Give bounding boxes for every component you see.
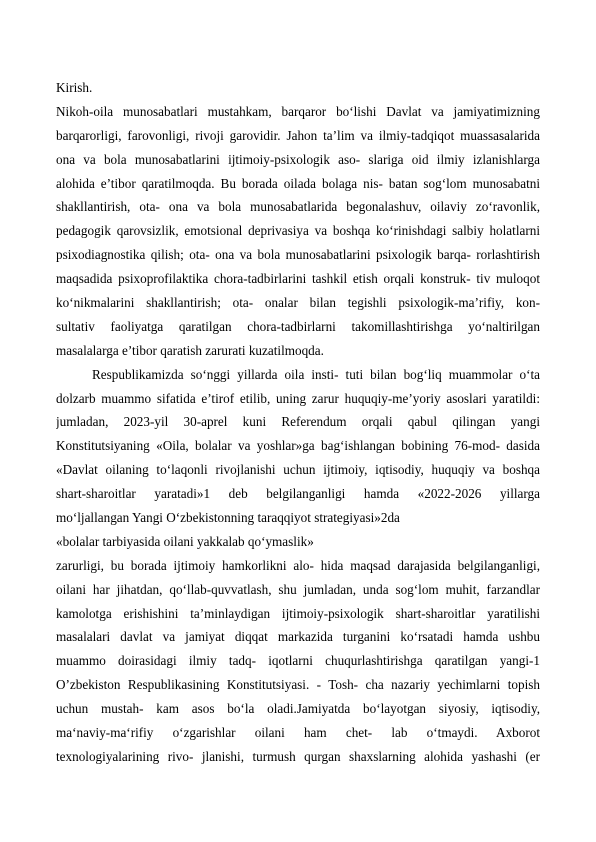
text-line: texnologiyalarining rivo- jlanishi, turmush qurgan shaxslarning alohida yashashi (er [56,748,540,764]
text-line: Nikoh-oila munosabatlari mustahkam, barqaror bo‘lishi Davlat va jamiyatimizning [56,103,540,119]
text-line: Respublikamizda so‘nggi yillarda oila insti- tuti bilan bog‘liq muammolar o‘ta [92,366,540,382]
text-line: sultativ faoliyatga qaratilgan chora-tadbirlarni takomillashtirishga yo‘naltirilgan [56,318,540,334]
text-line: Konstitutsiyaning «Oila, bolalar va yoshlar»ga bag‘ishlangan bobining 76-mod- dasida [56,438,540,454]
text-line: uchun mustah- kam asos bo‘la oladi.Jamiyatda bo‘layotgan siyosiy, iqtisodiy, [56,701,540,717]
text-line: alohida e’tibor qaratilmoqda. Bu borada oilada bolaga nis- batan sog‘lom munosabatni [56,175,540,191]
text-line: ona va bola munosabatlarini ijtimoiy-psixologik aso- slariga oid ilmiy izlanishlarga [56,151,540,167]
text-line: barqarorligi, farovonligi, rivoji garovidir. Jahon ta’lim va ilmiy-tadqiqot muassasalarida [56,127,540,143]
text-line: pedagogik qarovsizlik, emotsional deprivasiya va boshqa ko‘rinishdagi salbiy holatlarni [56,223,540,239]
text-line: oilani har jihatdan, qo‘llab-quvvatlash, shu jumladan, unda sog‘lom muhit, farzandlar [56,581,540,597]
text-line: «Davlat oilaning to‘laqonli rivojlanishi uchun ijtimoiy, iqtisodiy, huquqiy va boshqa [56,462,540,478]
text-line: kamolotga erishishini ta’minlaydigan ijtimoiy-psixologik shart-sharoitlar yaratilishi [56,605,540,621]
text-line: jumladan, 2023-yil 30-aprel kuni Referendum orqali qabul qilingan yangi [56,414,540,430]
body-text [56,76,540,769]
text-line: maqsadida psixoprofilaktika chora-tadbirlarini tashkil etish orqali konstruk- tiv muloqot [56,271,540,287]
paragraph-lines [56,100,540,769]
text-line: ko‘nikmalarini shakllantirish; ota- onalar bilan tegishli psixologik-ma’rifiy, kon- [56,295,540,311]
text-line: «bolalar tarbiyasida oilani yakkalab qo‘ymaslik» [56,533,314,549]
section-heading: Kirish. [56,80,93,95]
text-line: ma‘naviy-ma‘rifiy o‘zgarishlar oilani ham chet- lab o‘tmaydi. Axborot [56,725,540,741]
text-line: dolzarb muammo sifatida e’tirof etilib, uning zarur huquqiy-me’yoriy asoslari yaratildi: [56,390,540,406]
text-line: shakllantirish, ota- ona va bola munosabatlarida begonalashuv, oilaviy zo‘ravonlik, [56,199,540,215]
text-line: O’zbekiston Respublikasining Konstitutsiyasi. - Tosh- cha nazariy yechimlarni topish [56,677,540,693]
text-line: zarurligi, bu borada ijtimoiy hamkorlikni alo- hida maqsad darajasida belgilanganligi, [56,557,540,573]
text-line: mo‘ljallangan Yangi O‘zbekistonning taraqqiyot strategiyasi»2da [56,510,400,526]
text-line: masalalari davlat va jamiyat diqqat markazida turganini ko‘rsatadi hamda ushbu [56,629,540,645]
text-line: masalalarga e’tibor qaratish zarurati kuzatilmoqda. [56,342,324,358]
text-line: muammo doirasidagi ilmiy tadq- iqotlarni chuqurlashtirishga qaratilgan yangi-1 [56,653,540,669]
text-line: shart-sharoitlar yaratadi»1 deb belgilanganligi hamda «2022-2026 yillarga [56,486,540,502]
text-line: psixodiagnostika qilish; ota- ona va bola munosabatlarini psixologik barqa- rorlashtirish [56,247,540,263]
